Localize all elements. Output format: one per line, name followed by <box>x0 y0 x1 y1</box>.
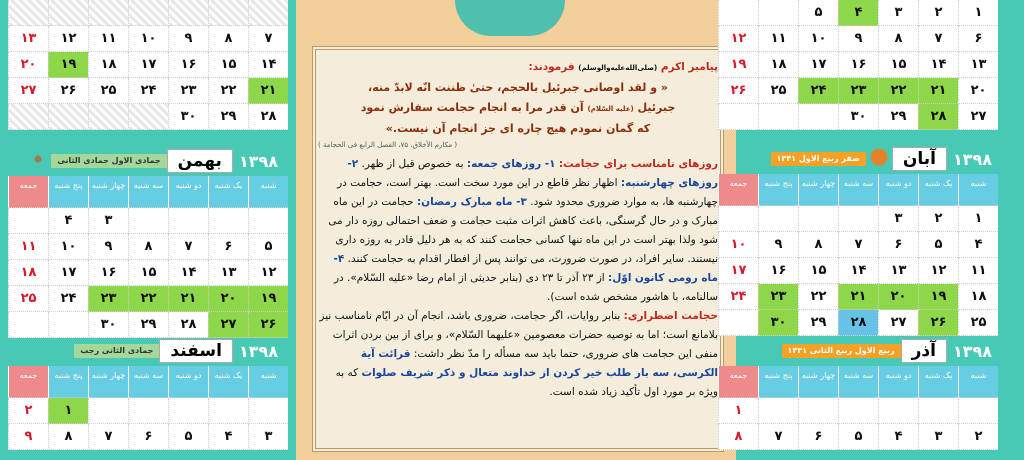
calendar-day: ۱۸ <box>88 52 128 78</box>
calendar-day: ۹ <box>168 26 208 52</box>
weekday-header: سه شنبه <box>128 366 168 398</box>
calendar-day: ۱۳ <box>958 52 998 78</box>
calendar-day <box>88 0 128 26</box>
weekday-header: چهار شنبه <box>798 366 838 398</box>
p1-item3-text: حجامت در این ماه مبارک و در حال گرسنگی، باعث کاهش اثرات مثبت حجامت و ضعف احتمالی روزه دار می شود ولذا بهتر است در این ماه تنها کسانی حجامت کنند که به هر دلیل قادر به روزه داری نیستند. سایر افراد، در صورت ضرورت، می توانند پس از افطار اقدام به حجامت کنند. <box>328 196 718 265</box>
calendar-day: ۷ <box>168 234 208 260</box>
calendar-day: ۶ <box>128 424 168 450</box>
calendar-day: ۹ <box>88 234 128 260</box>
right-border <box>998 0 1024 460</box>
title-bahman <box>12 148 284 174</box>
calendar-day: ۲ <box>918 0 958 26</box>
calendar-day: ۱۸ <box>8 260 48 286</box>
p2-highlight: قرائت آیة الکرسی، سه بار طلب خیر کردن از خداوند متعال و ذکر شریف صلوات <box>360 348 718 379</box>
weekday-header: سه شنبه <box>838 366 878 398</box>
weekday-header: دو شنبه <box>168 366 208 398</box>
calendar-day <box>918 398 958 424</box>
p2-text: بنابر روایات، اگر حجامت، ضروری باشد، انجام آن در ایّام نامناسب نیز بلامانع است؛ اما به توصیه حضرات معصومین «علیهما السّلام»، و برای از بین بردن اثرات منفی این حجامت های ضروری، حتما باید سه مسأله را مدّ نظر داشت: <box>319 310 718 360</box>
calendar-day: ۲۸ <box>918 104 958 130</box>
calendar-day: ۲۵ <box>958 310 998 336</box>
calendar-day: ۱۱ <box>8 234 48 260</box>
calendar-day <box>758 104 798 130</box>
p1-item3: ۳- ماه مبارک رمضان: <box>416 196 527 208</box>
calendar-day: ۷ <box>838 232 878 258</box>
hadith-arabic: « و لقد اوصانی جبرئیل بالحجم، حتیٰ ظننت انّه لابدّ منه، <box>368 81 668 94</box>
calendar-day: ۱۳ <box>878 258 918 284</box>
calendar-day <box>168 0 208 26</box>
calendar-day: ۲ <box>958 424 998 450</box>
esfand-sub: جمادی الثانی رجب <box>74 344 159 358</box>
calendar-day: ۲۲ <box>208 78 248 104</box>
hadith-source: ( مکارم الأخلاق، ۷۵، الفصل الرابع فی الحجامة ) <box>318 141 458 149</box>
calendar-day: ۲ <box>918 206 958 232</box>
calendar-day <box>128 398 168 424</box>
calendar-day: ۱۲ <box>918 258 958 284</box>
calendar-day: ۲۲ <box>128 286 168 312</box>
calendar-day: ۸ <box>128 234 168 260</box>
calendar-dey <box>8 0 288 130</box>
weekday-header: پنج شنبه <box>48 176 88 208</box>
bahman-sub: جمادی الاول جمادی الثانی <box>51 154 166 168</box>
calendar-day: ۸ <box>798 232 838 258</box>
calendar-day: ۹ <box>758 232 798 258</box>
calendar-day: ۲۴ <box>718 284 758 310</box>
hadith-intro: پیامبر اکرم <box>660 61 718 73</box>
p1-item1: ۱- روزهای جمعه: <box>466 158 556 170</box>
weekday-header: یک شنبه <box>918 366 958 398</box>
esfand-year: ۱۳۹۸ <box>238 341 278 361</box>
calendar-day <box>208 0 248 26</box>
calendar-day: ۱۷ <box>798 52 838 78</box>
aban-sub: صفر ربیع الاول ۱۴۴۱ <box>771 152 866 166</box>
calendar-day: ۲۹ <box>208 104 248 130</box>
calendar-day: ۱۲ <box>248 260 288 286</box>
calendar-mehr <box>718 0 998 130</box>
calendar-day: ۱ <box>958 206 998 232</box>
weekday-header: دو شنبه <box>878 366 918 398</box>
calendar-day <box>88 104 128 130</box>
weekday-header: پنج شنبه <box>758 366 798 398</box>
calendar-day: ۵ <box>918 232 958 258</box>
calendar-day <box>208 208 248 234</box>
p1-item2: ۲- روزهای چهارشنبه: <box>347 158 718 189</box>
weekday-header: چهار شنبه <box>88 366 128 398</box>
hadith-line2-c: آن قدر مرا به انجام حجامت سفارش نمود <box>360 101 584 114</box>
azar-sub: ربیع الاول ربیع الثانی ۱۴۴۱ <box>782 344 901 358</box>
p1-heading: روزهای نامناسب برای حجامت: <box>558 158 718 170</box>
bare-tree-icon <box>25 151 51 171</box>
title-esfand <box>12 338 284 364</box>
calendar-day: ۸ <box>48 424 88 450</box>
weekday-header: شنبه <box>958 174 998 206</box>
calendar-day: ۱۵ <box>878 52 918 78</box>
calendar-day: ۶ <box>798 424 838 450</box>
calendar-day: ۱۲ <box>718 26 758 52</box>
calendar-day: ۴ <box>838 0 878 26</box>
calendar-day: ۳ <box>878 0 918 26</box>
calendar-day: ۹ <box>8 424 48 450</box>
aban-name: آبان <box>892 147 947 171</box>
bahman-name: بهمن <box>167 149 233 173</box>
weekday-header: سه شنبه <box>838 174 878 206</box>
calendar-day: ۲۸ <box>168 312 208 338</box>
azar-year: ۱۳۹۸ <box>952 341 992 361</box>
calendar-day: ۷ <box>88 424 128 450</box>
calendar-day <box>48 312 88 338</box>
calendar-day: ۲۸ <box>248 104 288 130</box>
calendar-day: ۱۱ <box>958 258 998 284</box>
calendar-day: ۲۵ <box>758 78 798 104</box>
hadith-text <box>318 58 718 402</box>
hadith-line3: که گمان نمودم هیچ چاره ای جز انجام آن نیست.» <box>385 122 651 135</box>
calendar-day: ۲۶ <box>918 310 958 336</box>
calendar-day: ۱۴ <box>248 52 288 78</box>
calendar-day <box>88 398 128 424</box>
calendar-day <box>798 104 838 130</box>
calendar-day: ۱۰ <box>48 234 88 260</box>
calendar-day: ۱۹ <box>248 286 288 312</box>
calendar-day <box>758 0 798 26</box>
calendar-day: ۲۰ <box>958 78 998 104</box>
calendar-azar <box>718 366 998 450</box>
calendar-day: ۱۰ <box>798 26 838 52</box>
weekday-header: یک شنبه <box>208 366 248 398</box>
weekday-header: چهار شنبه <box>798 174 838 206</box>
calendar-day <box>838 206 878 232</box>
calendar-day: ۲۱ <box>168 286 208 312</box>
calendar-day: ۴ <box>208 424 248 450</box>
weekday-header: دو شنبه <box>168 176 208 208</box>
calendar-day <box>48 0 88 26</box>
calendar-day: ۳۰ <box>758 310 798 336</box>
calendar-day: ۱۴ <box>168 260 208 286</box>
calendar-day: ۱۲ <box>48 26 88 52</box>
hadith-honorific: (صلی‌الله‌علیه‌والوسلم) <box>578 64 658 72</box>
calendar-day: ۱۶ <box>168 52 208 78</box>
calendar-day: ۱۴ <box>838 258 878 284</box>
calendar-day: ۲۵ <box>88 78 128 104</box>
calendar-day: ۲۷ <box>8 78 48 104</box>
calendar-day: ۱۷ <box>718 258 758 284</box>
calendar-day: ۱۸ <box>958 284 998 310</box>
azar-name: آذر <box>901 339 947 363</box>
calendar-day: ۲۱ <box>838 284 878 310</box>
hadith-line2-b: (علیه السّلام) <box>587 105 634 113</box>
calendar-day <box>798 206 838 232</box>
calendar-day: ۱۵ <box>208 52 248 78</box>
calendar-day: ۲۴ <box>798 78 838 104</box>
calendar-day: ۳۰ <box>88 312 128 338</box>
calendar-day <box>128 104 168 130</box>
calendar-day: ۲۲ <box>878 78 918 104</box>
calendar-day <box>248 398 288 424</box>
calendar-day: ۶ <box>958 26 998 52</box>
p2-end: که به ویژه بر مورد اول تأکید زیاد شده است. <box>335 367 718 398</box>
calendar-esfand <box>8 366 288 450</box>
weekday-header: پنج شنبه <box>48 366 88 398</box>
calendar-day: ۲۳ <box>88 286 128 312</box>
calendar-day: ۲۳ <box>168 78 208 104</box>
calendar-day: ۱۷ <box>48 260 88 286</box>
title-azar <box>722 338 998 364</box>
calendar-day: ۳ <box>918 424 958 450</box>
calendar-day: ۴ <box>878 424 918 450</box>
calendar-day: ۶ <box>208 234 248 260</box>
weekday-header: دو شنبه <box>878 174 918 206</box>
calendar-day: ۶ <box>878 232 918 258</box>
calendar-day <box>718 104 758 130</box>
calendar-day: ۲۳ <box>838 78 878 104</box>
weekday-header: جمعه <box>718 366 758 398</box>
hadith-line2-a: جبرئیل <box>637 101 676 114</box>
calendar-day: ۱۹ <box>48 52 88 78</box>
calendar-day: ۱۰ <box>718 232 758 258</box>
weekday-header: جمعه <box>8 176 48 208</box>
weekday-header: جمعه <box>718 174 758 206</box>
p1-item1-text: به خصوص قبل از ظهر. <box>361 158 464 170</box>
calendar-day: ۲۰ <box>878 284 918 310</box>
calendar-day: ۴ <box>958 232 998 258</box>
calendar-day: ۲۹ <box>128 312 168 338</box>
calendar-day: ۳۰ <box>838 104 878 130</box>
calendar-day: ۲۴ <box>48 286 88 312</box>
calendar-day: ۱۳ <box>8 26 48 52</box>
calendar-day: ۲۶ <box>48 78 88 104</box>
calendar-day: ۲۷ <box>208 312 248 338</box>
calendar-day: ۱۴ <box>918 52 958 78</box>
calendar-day <box>758 398 798 424</box>
calendar-day <box>8 0 48 26</box>
calendar-day: ۲۰ <box>8 52 48 78</box>
calendar-day: ۴ <box>48 208 88 234</box>
calendar-day: ۹ <box>838 26 878 52</box>
calendar-day <box>8 208 48 234</box>
weekday-header: پنج شنبه <box>758 174 798 206</box>
calendar-day: ۱۷ <box>128 52 168 78</box>
calendar-day <box>248 208 288 234</box>
calendar-day: ۲۱ <box>918 78 958 104</box>
calendar-day: ۱۹ <box>718 52 758 78</box>
p1-item5: اوّل: <box>608 272 632 284</box>
calendar-day: ۲۹ <box>878 104 918 130</box>
calendar-day: ۱۵ <box>798 258 838 284</box>
calendar-day: ۲۹ <box>798 310 838 336</box>
calendar-day: ۳۰ <box>168 104 208 130</box>
calendar-day: ۱ <box>718 398 758 424</box>
calendar-day: ۲۳ <box>758 284 798 310</box>
calendar-day: ۵ <box>168 424 208 450</box>
calendar-day: ۳ <box>878 206 918 232</box>
calendar-day <box>718 310 758 336</box>
calendar-day: ۵ <box>798 0 838 26</box>
calendar-day: ۸ <box>208 26 248 52</box>
calendar-aban <box>718 174 998 336</box>
weekday-header: شنبه <box>248 366 288 398</box>
calendar-day <box>798 398 838 424</box>
calendar-day <box>168 208 208 234</box>
p1-item5-text: از ۲۳ آذر تا ۲۳ دی (بنابر حدیثی از امام رضا «علیه السّلام». در سالنامه، با هاشور مشخص شده است). <box>333 272 718 303</box>
calendar-day: ۷ <box>248 26 288 52</box>
calendar-day <box>758 206 798 232</box>
calendar-day: ۲۷ <box>878 310 918 336</box>
calendar-day <box>718 0 758 26</box>
calendar-day: ۷ <box>918 26 958 52</box>
calendar-day: ۲۱ <box>248 78 288 104</box>
calendar-day: ۱۳ <box>208 260 248 286</box>
calendar-day: ۵ <box>838 424 878 450</box>
hadith-said: فرمودند: <box>528 61 575 73</box>
calendar-day <box>718 206 758 232</box>
calendar-day <box>248 0 288 26</box>
bahman-year: ۱۳۹۸ <box>238 151 278 171</box>
calendar-day: ۲۴ <box>128 78 168 104</box>
calendar-day: ۲۶ <box>718 78 758 104</box>
calendar-day: ۲۶ <box>248 312 288 338</box>
p2-heading: حجامت اضطراری: <box>623 310 718 322</box>
calendar-day: ۱۵ <box>128 260 168 286</box>
calendar-day <box>8 312 48 338</box>
calendar-day: ۳ <box>248 424 288 450</box>
calendar-day: ۲ <box>8 398 48 424</box>
autumn-tree-icon <box>866 149 892 169</box>
calendar-day: ۱۹ <box>918 284 958 310</box>
weekday-header: سه شنبه <box>128 176 168 208</box>
calendar-day: ۱۶ <box>838 52 878 78</box>
calendar-day: ۱ <box>958 0 998 26</box>
weekday-header: یک شنبه <box>208 176 248 208</box>
calendar-day <box>208 398 248 424</box>
calendar-day <box>168 398 208 424</box>
calendar-day <box>838 398 878 424</box>
calendar-day: ۱۰ <box>128 26 168 52</box>
aban-year: ۱۳۹۸ <box>952 149 992 169</box>
weekday-header: یک شنبه <box>918 174 958 206</box>
p1-item2-text: اظهار نظر قاطع در این مورد سخت است. بهتر است، حجامت در چهارشنبه ها، به موارد ضروری محدود شود. <box>337 177 718 208</box>
calendar-day: ۳ <box>88 208 128 234</box>
calendar-day: ۵ <box>248 234 288 260</box>
calendar-day: ۲۸ <box>838 310 878 336</box>
calendar-day: ۱۶ <box>88 260 128 286</box>
weekday-header: چهار شنبه <box>88 176 128 208</box>
calendar-day: ۲۲ <box>798 284 838 310</box>
calendar-day <box>878 398 918 424</box>
calendar-day <box>48 104 88 130</box>
calendar-day: ۱۶ <box>758 258 798 284</box>
calendar-bahman <box>8 176 288 338</box>
calendar-day: ۲۵ <box>8 286 48 312</box>
calendar-day: ۱۱ <box>88 26 128 52</box>
calendar-day: ۸ <box>718 424 758 450</box>
weekday-header: جمعه <box>8 366 48 398</box>
p1-item4: ۴- ماه رومی کانون <box>333 253 718 284</box>
title-aban <box>722 146 998 172</box>
calendar-day: ۱۸ <box>758 52 798 78</box>
calendar-day: ۱۱ <box>758 26 798 52</box>
calendar-day <box>958 398 998 424</box>
calendar-day <box>8 104 48 130</box>
calendar-day: ۸ <box>878 26 918 52</box>
calendar-day: ۲۷ <box>958 104 998 130</box>
weekday-header: شنبه <box>958 366 998 398</box>
calendar-day <box>128 0 168 26</box>
calendar-day: ۷ <box>758 424 798 450</box>
calendar-day: ۲۰ <box>208 286 248 312</box>
calendar-day: ۱ <box>48 398 88 424</box>
calendar-day <box>128 208 168 234</box>
weekday-header: شنبه <box>248 176 288 208</box>
esfand-name: اسفند <box>159 339 233 363</box>
